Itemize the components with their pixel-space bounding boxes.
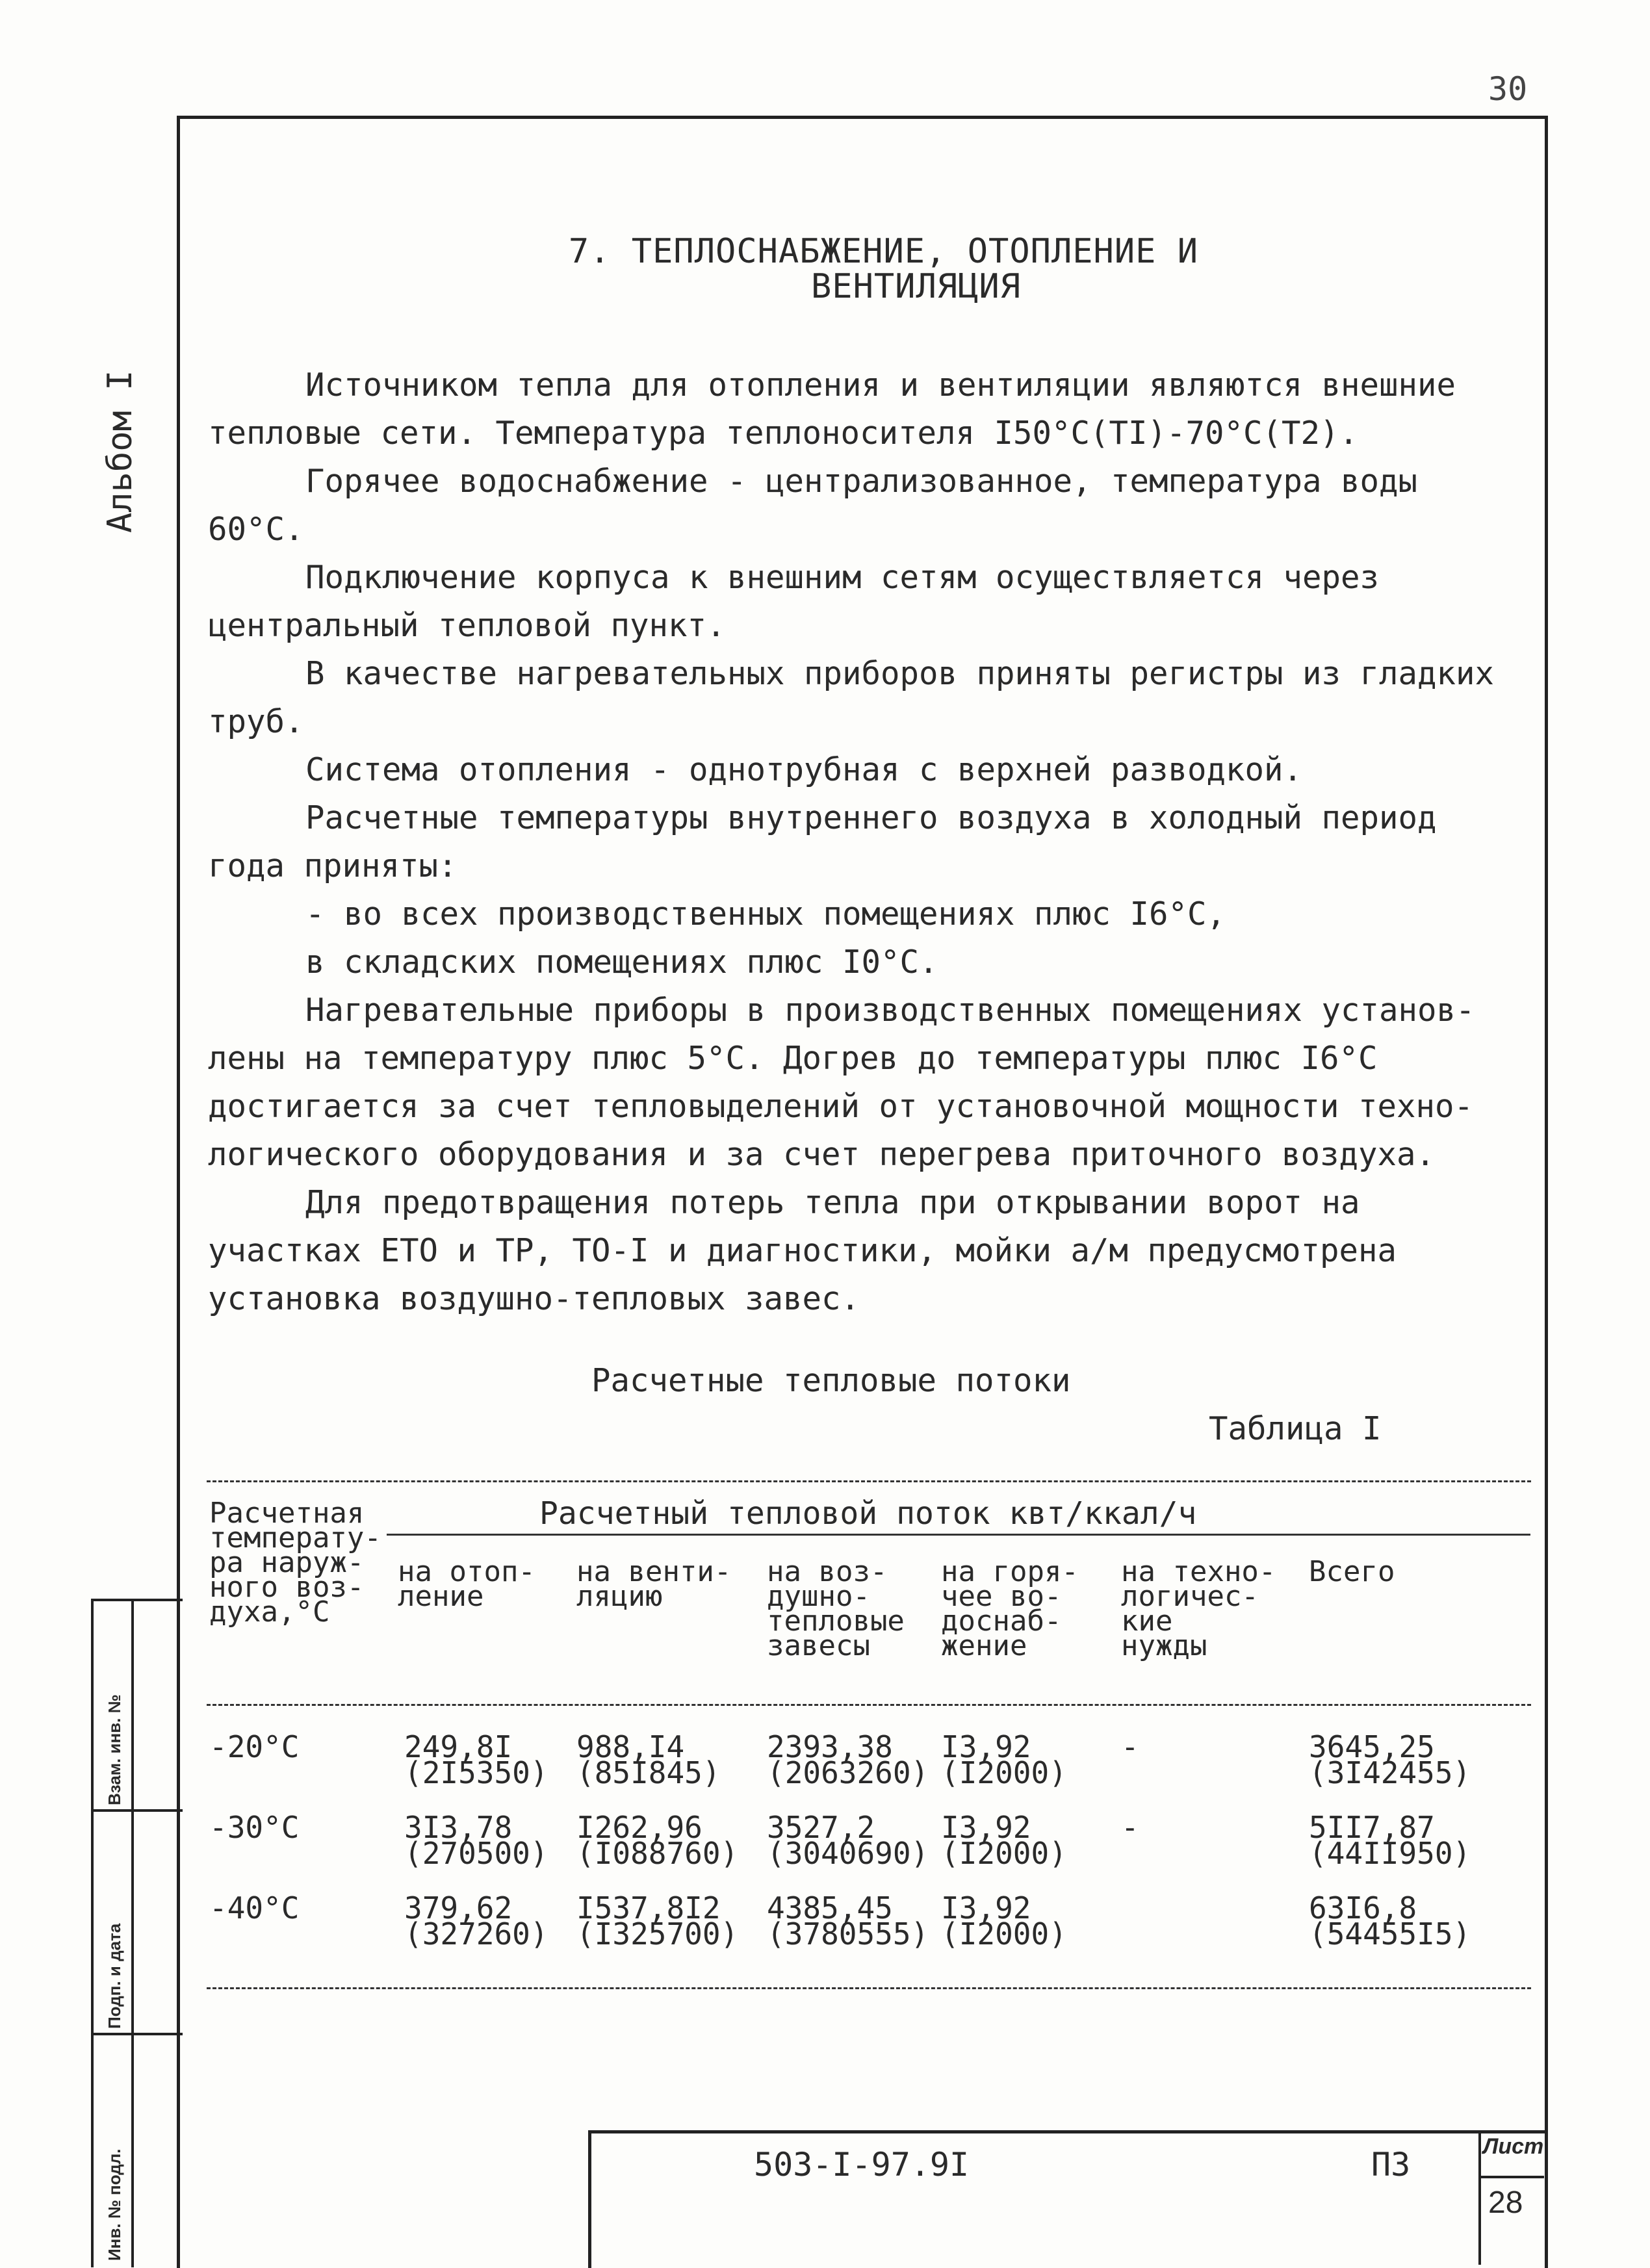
paragraph-line: Подключение корпуса к внешним сетям осуществляется через [305, 559, 1380, 596]
sheet-number: 28 [1488, 2185, 1523, 2220]
stamp-cell-original [94, 2035, 183, 2265]
table-cell: 988,I4 (85I845) [576, 1729, 721, 1790]
table-cell-total: 63I6,8 (54455I5) [1309, 1890, 1471, 1952]
table-cell: 249,8I (2I5350) [404, 1729, 548, 1790]
table-cell-temp: -20°С [209, 1729, 300, 1764]
margin-stamp [91, 1599, 183, 2267]
paragraph-line: достигается за счет тепловыделений от установочной мощности техно- [208, 1088, 1474, 1125]
paragraph-line: года приняты: [208, 847, 458, 884]
paragraph-line: В качестве нагревательных приборов приняты регистры из гладких [305, 655, 1495, 692]
table-cell: 3I3,78 (270500) [404, 1810, 548, 1871]
table-rule-top [207, 1480, 1531, 1482]
table-rule-header [207, 1704, 1531, 1706]
stamp-cell-replace [94, 1601, 183, 1812]
paragraph-line: установка воздушно-тепловых завес. [208, 1280, 860, 1317]
paragraph-line: лены на температуру плюс 5°С. Догрев до температуры плюс I6°С [208, 1040, 1378, 1077]
table-cell: - [1121, 1729, 1139, 1764]
table-cell: 2393,38 (2063260) [767, 1729, 929, 1790]
section-heading [0, 234, 1650, 304]
table-cell: - [1121, 1810, 1139, 1845]
paragraph-line: Для предотвращения потерь тепла при открывании ворот на [305, 1184, 1360, 1221]
heading-line-2: ВЕНТИЛЯЦИЯ [810, 267, 1022, 306]
sheet-label: Лист [1483, 2134, 1544, 2159]
table-header-hot-water: на горя- чее во- доснаб- жение [941, 1555, 1079, 1662]
paragraph-line: 60°С. [208, 511, 304, 548]
table-header-group: Расчетный тепловой поток квт/ккал/ч [539, 1495, 1197, 1532]
table-header-ventilation: на венти- ляцию [576, 1555, 732, 1613]
paragraph-line: труб. [208, 703, 304, 740]
table-cell-temp: -40°С [209, 1890, 300, 1926]
paragraph-line: логического оборудования и за счет перегрева приточного воздуха. [208, 1136, 1436, 1173]
table-header-heating: на отоп- ление [398, 1555, 535, 1613]
paragraph-line: - во всех производственных помещениях плюс I6°С, [305, 896, 1226, 933]
table-header-total: Всего [1309, 1555, 1395, 1588]
stamp-label-original: Инв. № подл. [105, 2148, 124, 2261]
body-text [208, 361, 1527, 1323]
paragraph-line: Горячее водоснабжение - централизованное, температура воды [305, 463, 1418, 500]
document-type: ПЗ [1371, 2146, 1411, 2184]
sheet-box-divider [1481, 2176, 1544, 2178]
paragraph-line: Нагревательные приборы в производственных помещениях установ- [305, 992, 1475, 1029]
table-cell: I537,8I2 (I325700) [576, 1890, 739, 1952]
paragraph-line: в складских помещениях плюс I0°С. [305, 944, 938, 981]
table-cell: I262,96 (I088760) [576, 1810, 739, 1871]
stamp-label-replace: Взам. инв. № [105, 1694, 124, 1805]
stamp-cell-signature [94, 1812, 183, 2035]
table-header-temperature: Расчетная температу- ра наруж- ного воз- духа,°С [209, 1497, 381, 1629]
table-cell: I3,92 (I2000) [941, 1810, 1067, 1871]
document-code: 503-I-97.9I [754, 2146, 970, 2184]
table-cell: I3,92 (I2000) [941, 1890, 1067, 1952]
album-label: Альбом I [101, 370, 140, 533]
table-cell-total: 5II7,87 (44II950) [1309, 1810, 1471, 1871]
paragraph-line: центральный тепловой пункт. [208, 607, 726, 644]
table-cell: 4385,45 (3780555) [767, 1890, 929, 1952]
stamp-label-signature: Подп. и дата [105, 1923, 124, 2029]
table-cell-total: 3645,25 (3I42455) [1309, 1729, 1471, 1790]
table-cell: 379,62 (327260) [404, 1890, 548, 1952]
table-cell: I3,92 (I2000) [941, 1729, 1067, 1790]
table-cell: 3527,2 (3040690) [767, 1810, 929, 1871]
paragraph-line: Система отопления - однотрубная с верхней разводкой. [305, 751, 1303, 788]
heading-line-1: 7. ТЕПЛОСНАБЖЕНИЕ, ОТОПЛЕНИЕ И [568, 232, 1199, 271]
table-number: Таблица I [1209, 1410, 1382, 1447]
table-title: Расчетные тепловые потоки [591, 1362, 1071, 1399]
table-rule-group [387, 1534, 1530, 1536]
paragraph-line: тепловые сети. Температура теплоносителя I50°С(ТI)-70°С(Т2). [208, 415, 1359, 452]
table-rule-bottom [207, 1987, 1531, 1989]
paragraph-line: Источником тепла для отопления и вентиляции являются внешние [305, 367, 1456, 404]
table-header-air-curtains: на воз- душно- тепловые завесы [767, 1555, 905, 1662]
table-header-process: на техно- логичес- кие нужды [1121, 1555, 1276, 1662]
table-cell-temp: -30°С [209, 1810, 300, 1845]
paragraph-line: Расчетные температуры внутреннего воздуха в холодный период [305, 799, 1437, 836]
paragraph-line: участках ЕТО и ТР, ТО-I и диагностики, мойки а/м предусмотрена [208, 1232, 1397, 1269]
page-number: 30 [1488, 70, 1528, 108]
